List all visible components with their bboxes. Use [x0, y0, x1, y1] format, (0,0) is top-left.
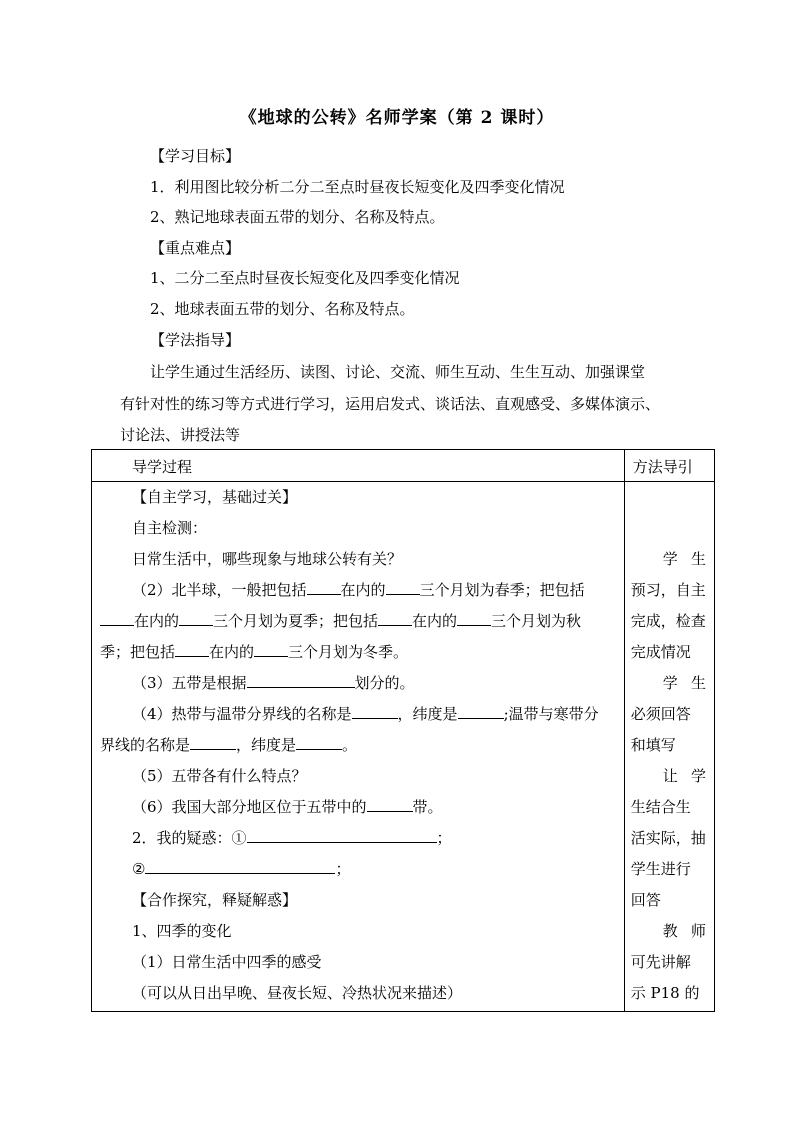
blank-field[interactable]: [100, 609, 134, 626]
question-6: （6）我国大部分地区位于五带中的 带。: [92, 792, 624, 823]
section-cooperative: 【合作探究，释疑解惑】: [132, 891, 298, 909]
method-line-3: 讨论法、讲授法等: [120, 426, 241, 444]
blank-field[interactable]: [352, 702, 398, 719]
process-cell: [92, 482, 625, 1012]
blank-field[interactable]: [386, 578, 420, 595]
section-self-study: 【自主学习，基础过关】: [132, 488, 298, 506]
page-title: 《地球的公转》名师学案（第 2 课时）: [239, 108, 555, 128]
blank-field[interactable]: [179, 609, 213, 626]
side-note: 完成情况: [630, 643, 691, 661]
doubts-2: ② ；: [92, 854, 624, 885]
doubts-1: 2．我的疑惑：① ；: [92, 823, 624, 854]
self-check-label: 自主检测：: [132, 519, 208, 537]
table-header-method: 方法导引: [624, 450, 714, 482]
method-line-1: 让学生通过生活经历、读图、讨论、交流、师生互动、生生互动、加强课堂: [150, 363, 646, 381]
blank-field[interactable]: [247, 671, 355, 688]
key-heading: 【重点难点】: [150, 239, 241, 257]
question-4-line-2: 界线的名称是 ，纬度是 。: [92, 730, 624, 761]
table-header-process: 导学过程: [92, 450, 625, 482]
side-note: 完成，检查: [630, 612, 706, 630]
side-note: 活实际，抽: [630, 829, 706, 847]
blank-field[interactable]: [378, 609, 412, 626]
method-heading: 【学法指导】: [150, 331, 241, 349]
question-1: 日常生活中，哪些现象与地球公转有关？: [132, 550, 403, 568]
question-4-line-1: （4）热带与温带分界线的名称是 ，纬度是 ;温带与寒带分: [92, 699, 624, 730]
side-note: 学生进行: [630, 860, 691, 878]
side-note: 必须回答: [630, 705, 691, 723]
key-point-2: 2、地球表面五带的划分、名称及特点。: [150, 300, 415, 318]
subsection-hint: （可以从日出早晚、昼夜长短、冷热状况来描述）: [132, 984, 463, 1002]
side-note: 教 师: [662, 922, 706, 940]
key-point-1: 1、二分二至点时昼夜长短变化及四季变化情况: [150, 269, 460, 287]
subsection-daily-feel: （1）日常生活中四季的感受: [132, 953, 322, 971]
side-note: 和填写: [630, 736, 676, 754]
blank-field[interactable]: [458, 702, 504, 719]
blank-field[interactable]: [190, 733, 236, 750]
blank-field[interactable]: [175, 640, 209, 657]
side-note: 生结合生: [630, 798, 691, 816]
question-5: （5）五带各有什么特点？: [132, 767, 307, 785]
side-note: 回答: [630, 891, 661, 909]
side-note: 学 生: [662, 674, 706, 692]
subsection-seasons: 1、四季的变化: [132, 922, 232, 940]
objective-2: 2、熟记地球表面五带的划分、名称及特点。: [150, 208, 445, 226]
objective-1: 1．利用图比较分析二分二至点时昼夜长短变化及四季变化情况: [150, 178, 565, 196]
blank-field[interactable]: [367, 795, 413, 812]
side-note: 学 生: [662, 550, 706, 568]
blank-field[interactable]: [457, 609, 491, 626]
guide-table: [91, 449, 715, 1012]
blank-field[interactable]: [254, 640, 288, 657]
blank-field[interactable]: [307, 578, 341, 595]
side-note: 示 P18 的: [630, 984, 700, 1002]
side-note: 预习，自主: [630, 581, 706, 599]
blank-field[interactable]: [296, 733, 342, 750]
blank-field[interactable]: [247, 826, 437, 843]
question-2-line-2: 在内的 三个月划为夏季；把包括 在内的 三个月划为秋: [92, 606, 624, 637]
method-line-2: 有针对性的练习等方式进行学习，运用启发式、谈话法、直观感受、多媒体演示、: [120, 395, 661, 413]
blank-field[interactable]: [145, 857, 335, 874]
question-3: （3）五带是根据 划分的。: [92, 668, 624, 699]
question-2-line-3: 季；把包括 在内的 三个月划为冬季。: [92, 637, 624, 668]
side-note: 可先讲解: [630, 953, 691, 971]
question-2-line-1: （2）北半球，一般把包括 在内的 三个月划为春季；把包括: [92, 575, 624, 606]
side-note: 让 学: [662, 767, 706, 785]
method-cell: [624, 482, 714, 1012]
objectives-heading: 【学习目标】: [150, 147, 241, 165]
